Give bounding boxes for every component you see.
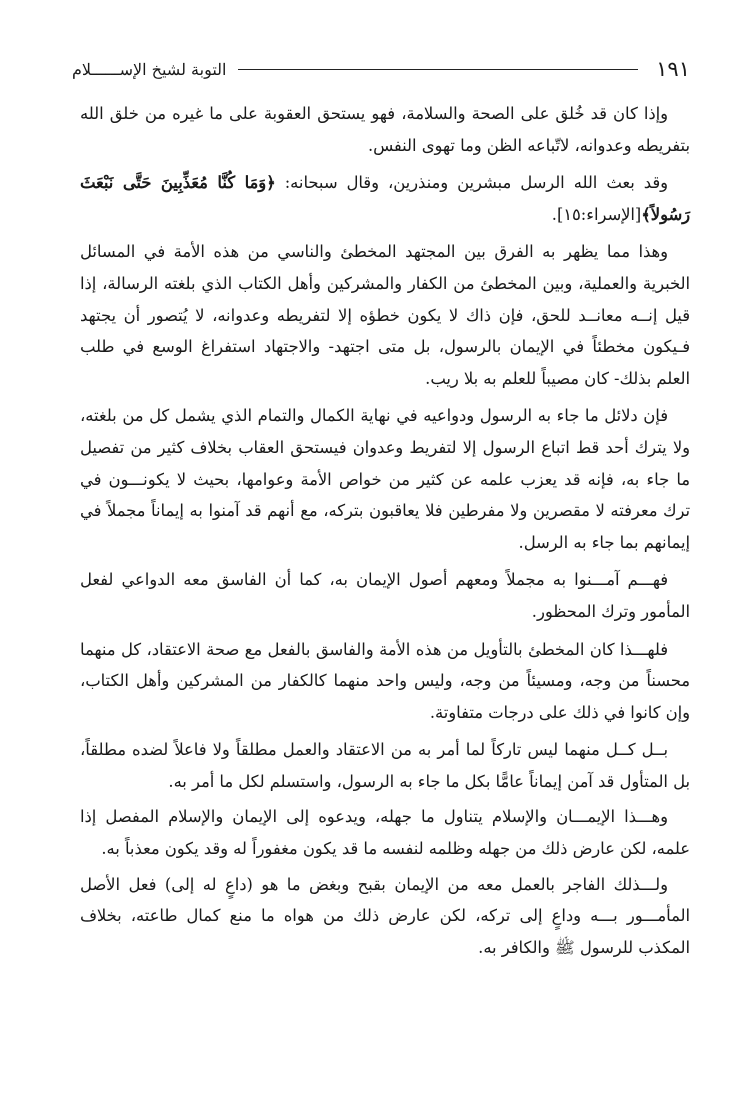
paragraph: بــل كــل منهما ليس تاركاً لما أمر به من الاعتقاد والعمل مطلقاً ولا فاعلاً لضده مطلقاً، بل المتأول قد آمن إيماناً عامًّا بكل ما جاء به الرسول، واستسلم لكل ما أمر به. xyxy=(80,740,690,791)
paragraph: فلهـــذا كان المخطئ بالتأويل من هذه الأمة والفاسق بالفعل مع صحة الاعتقاد، كل منهما محسناً من وجه، ومسيئاً من وجه، وليس واحد منهما كالكفار من المشركين وأهل الكتاب، وإن كانوا في ذلك على درجات متفاوتة. xyxy=(80,639,690,722)
header-rule xyxy=(238,69,638,70)
page-header xyxy=(72,52,690,86)
paragraph-text: وقد بعث الله الرسل مبشرين ومنذرين، وقال سبحانه: xyxy=(275,173,668,193)
paragraph: وهـــذا الإيمـــان والإسلام يتناول ما جهله، ويدعوه إلى الإيمان والإسلام المفصل إذا علمه، لكن عارض ذلك من جهله وظلمه لنفسه ما قد يكون مغفوراً له وقد يكون معذباً به. xyxy=(80,807,690,859)
paragraph: وإذا كان قد خُلق على الصحة والسلامة، فهو يستحق العقوبة على ما غيره من خلق الله بتفريطه وعدوانه، لاتّباعه الظن وما تهوى النفس. xyxy=(80,104,690,155)
paragraph-with-verse xyxy=(80,167,690,230)
paragraph: ولـــذلك الفاجر بالعمل معه من الإيمان بقبح وبغض ما هو (داعٍ له إلى) فعل الأصل المأمـــور بـــه وداعٍ إلى تركه، لكن عارض ذلك من هواه ما منع كمال طاعته، بخلاف المكذب للرسول ﷺ والكافر به. xyxy=(80,874,690,957)
quran-verse: ﴿وَمَا كُنَّا مُعَذِّبِينَ حَتَّى نَبْعَثَ رَسُولاً﴾ xyxy=(80,173,690,224)
verse-citation: [الإسراء:١٥]. xyxy=(551,204,642,224)
page-number: ١٩١ xyxy=(656,57,690,81)
paragraph: وهذا مما يظهر به الفرق بين المجتهد المخطئ والناسي من هذه الأمة في المسائل الخبرية والعملية، وبين المخطئ من الكفار والمشركين وأهل الكتاب الذي بلغته الرسالة، إذا قيل إنــه معانــد للحق، فإن ذاك لا يكون خطؤه إلا لتفريطه وعدوانه، لا يُتصور أن يجتهد فـيكون مخطئاً في الإيمان بالرسول، بل متى اجتهد- والاجتهاد استفراغ الوسع في طلب العلم بذلك- كان مصيباً للعلم به بلا ريب. xyxy=(80,242,690,388)
running-title: التوبة لشيخ الإســــــلام xyxy=(72,59,227,79)
paragraph: فهـــم آمـــنوا به مجملاً ومعهم أصول الإيمان به، كما أن الفاسق معه الدواعي لفعل المأمور وترك المحظور. xyxy=(80,570,690,621)
paragraph: فإن دلائل ما جاء به الرسول ودواعيه في نهاية الكمال والتمام الذي يشمل كل من بلغته، ولا يترك أحد قط اتباع الرسول إلا لتفريط وعدوان فيستحق العقاب بخلاف كثير من تفصيل ما جاء به، فإنه قد يعزب علمه عن كثير من خواص الأمة وعوامها، بحيث لا يكونـــون في ترك معرفته لا مقصرين ولا مفرطين فلا يعاقبون بتركه، مع أنهم قد آمنوا به إيماناً مجملاً في إيمانهم بما جاء به الرسل. xyxy=(80,406,690,552)
body-text xyxy=(80,98,690,969)
